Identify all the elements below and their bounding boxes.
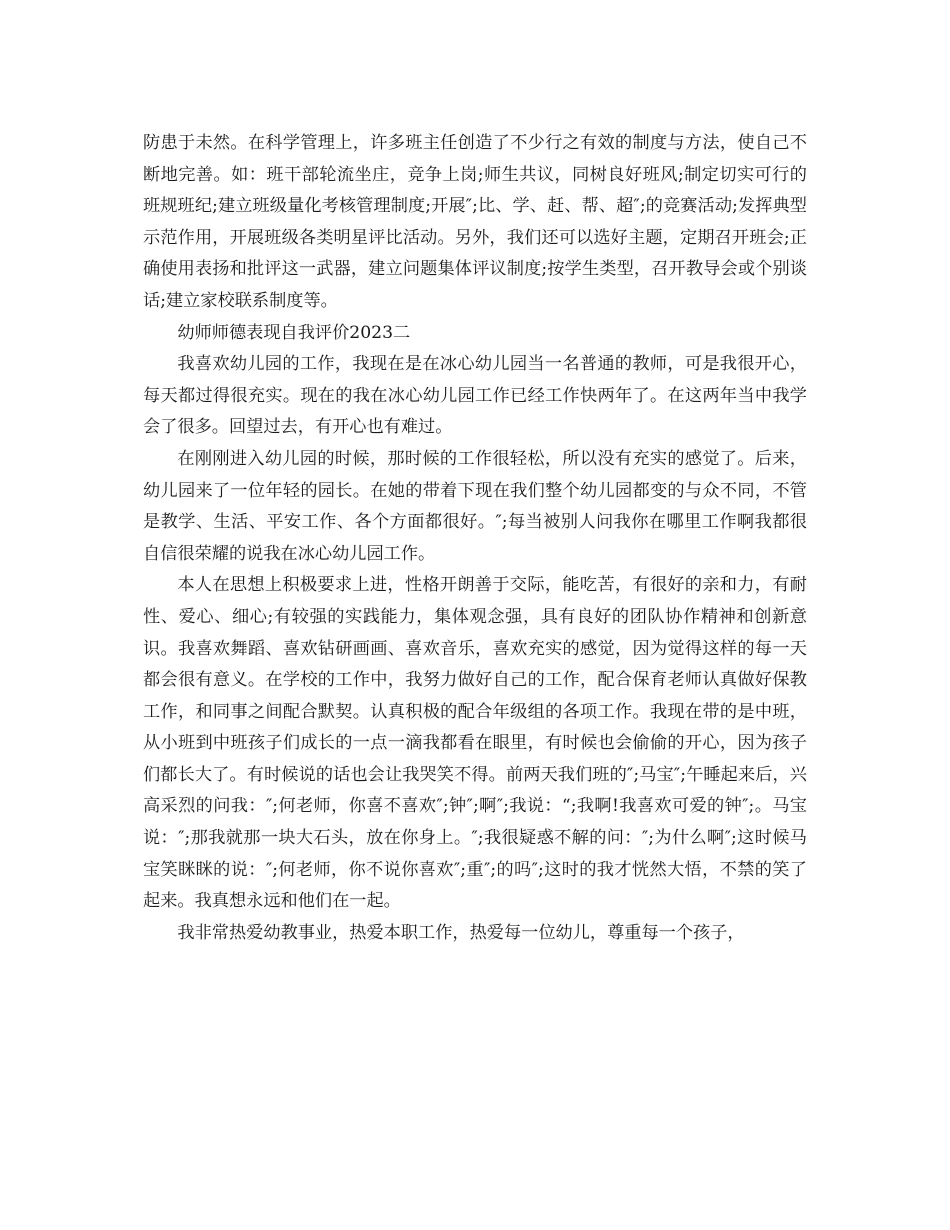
paragraph: 本人在思想上积极要求上进，性格开朗善于交际，能吃苦，有很好的亲和力，有耐性、爱心、细心;有较强的实践能力，集体观念强，具有良好的团队协作精神和创新意识。我喜欢舞蹈、喜欢钻研画画、喜欢音乐，喜欢充实的感觉，因为觉得这样的每一天都会很有意义。在学校的工作中，我努力做好自己的工作，配合保育老师认真做好保教工作，和同事之间配合默契。认真积极的配合年级组的各项工作。我现在带的是中班，从小班到中班孩子们成长的一点一滴我都看在眼里，有时候也会偷偷的开心，因为孩子们都长大了。有时候说的话也会让我哭笑不得。前两天我们班的″;马宝″;午睡起来后，兴高采烈的问我：″;何老师，你喜不喜欢″;钟″;啊″;我说：“;我啊!我喜欢可爱的钟″;。马宝说：″;那我就那一块大石头，放在你身上。″;我很疑惑不解的问：″;为什么啊″;这时候马宝笑眯眯的说：″;何老师，你不说你喜欢″;重″;的吗″;这时的我才恍然大悟，不禁的笑了起来。我真想永远和他们在一起。: [143, 575, 807, 912]
paragraph: 我非常热爱幼教事业，热爱本职工作，热爱每一位幼儿，尊重每一个孩子，: [177, 922, 745, 943]
paragraph: 在刚刚进入幼儿园的时候，那时候的工作很轻松，所以没有充实的感觉了。后来，幼儿园来了一位年轻的园长。在她的带着下现在我们整个幼儿园都变的与众不同，不管是教学、生活、平安工作、各个方面都很好。″;每当被别人问我你在哪里工作啊我都很自信很荣耀的说我在冰心幼儿园工作。: [143, 448, 807, 564]
paragraph: 我喜欢幼儿园的工作，我现在是在冰心幼儿园当一名普通的教师，可是我很开心，每天都过得很充实。现在的我在冰心幼儿园工作已经工作快两年了。在这两年当中我学会了很多。回望过去，有开心也有难过。: [143, 354, 807, 438]
document-body: [143, 128, 807, 949]
section-heading: 幼师师德表现自我评价2023二: [177, 322, 411, 343]
paragraph-continuation: 防患于未然。在科学管理上，许多班主任创造了不少行之有效的制度与方法，使自己不断地完善。如：班干部轮流坐庄，竞争上岗;师生共议，同树良好班风;制定切实可行的班规班纪;建立班级量化考核管理制度;开展″;比、学、赶、帮、超″;的竞赛活动;发挥典型示范作用，开展班级各类明星评比活动。另外，我们还可以选好主题，定期召开班会;正确使用表扬和批评这一武器，建立问题集体评议制度;按学生类型，召开教导会或个别谈话;建立家校联系制度等。: [143, 133, 807, 311]
